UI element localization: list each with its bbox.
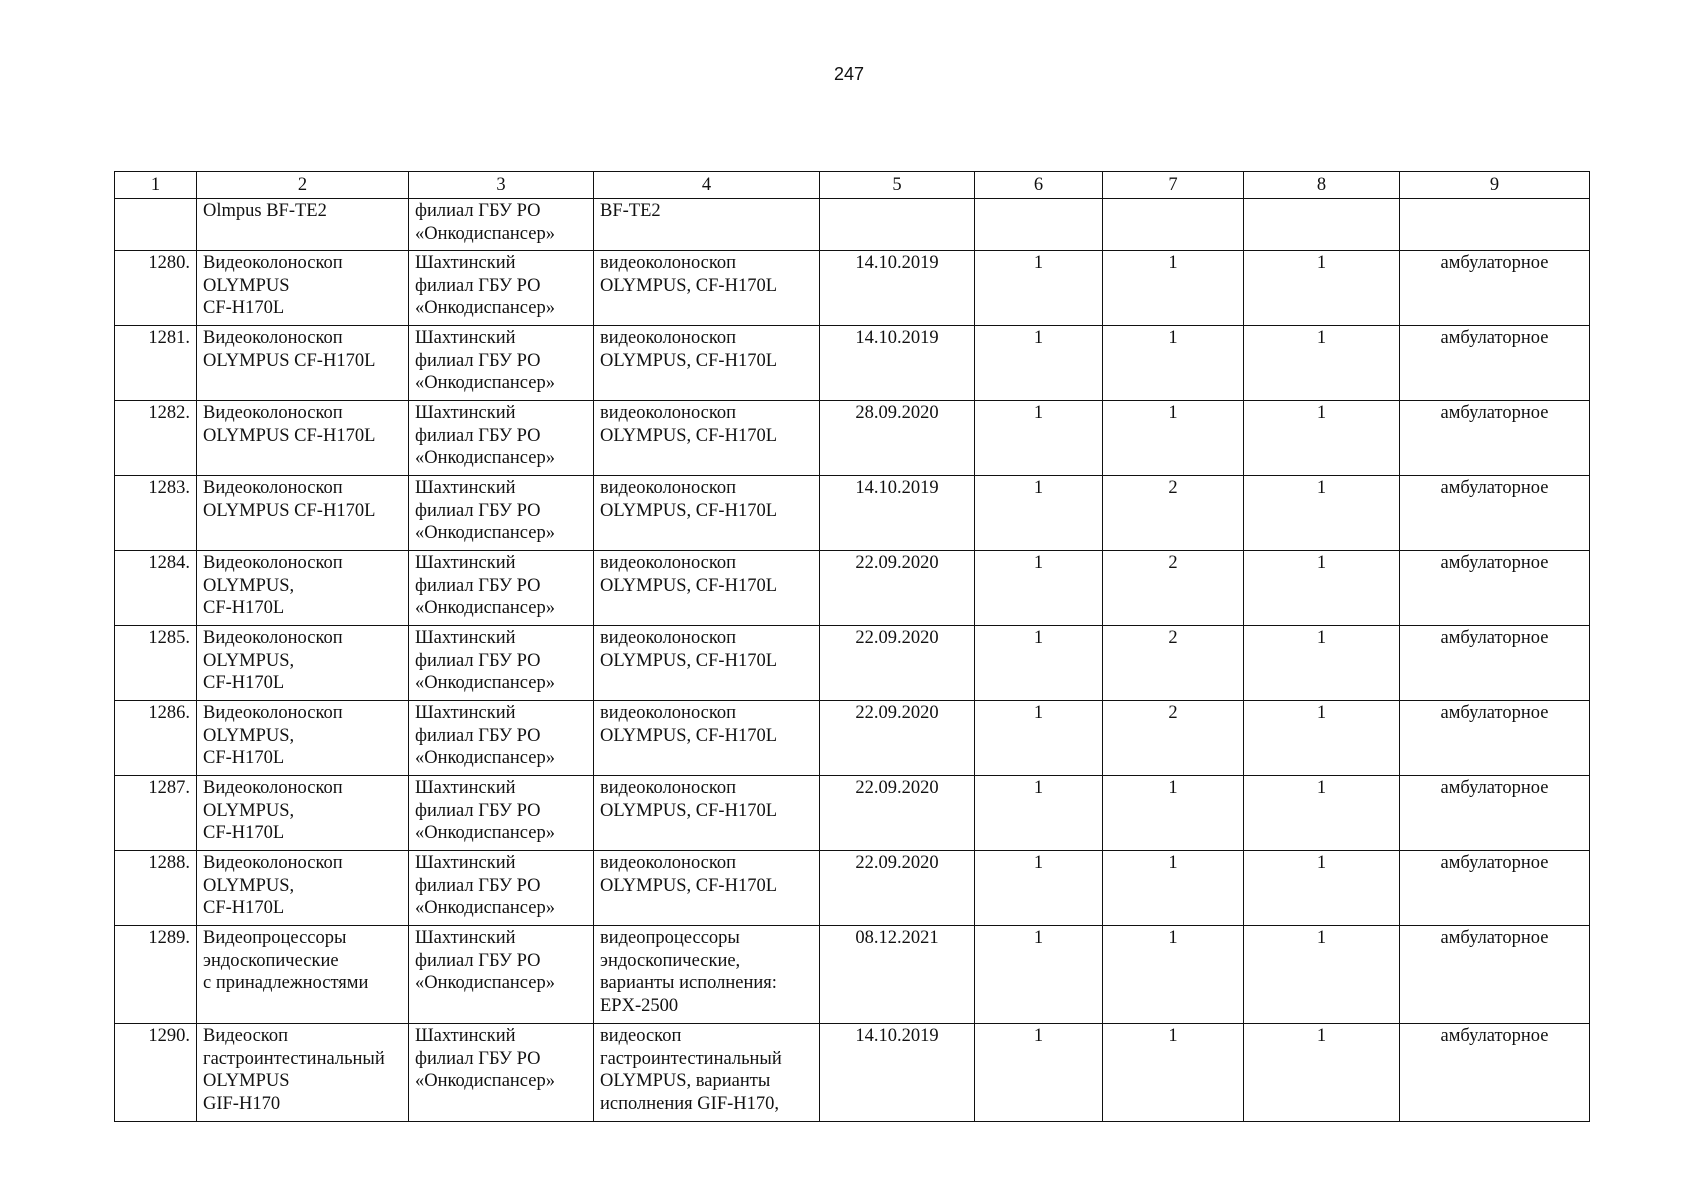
row-number-cell [115, 199, 197, 251]
col-6-value-cell [975, 401, 1103, 476]
col-6-value-cell [975, 251, 1103, 326]
organization: Шахтинский филиал ГБУ РО «Онкодиспансер» [415, 853, 555, 918]
organization-cell [409, 851, 594, 926]
column-header-3: 3 [409, 172, 594, 199]
col-7-value: 2 [1168, 703, 1178, 723]
col-7-value: 2 [1168, 553, 1178, 573]
col-8-value-cell [1244, 199, 1400, 251]
row-number-cell [115, 551, 197, 626]
column-header-7: 7 [1103, 172, 1244, 199]
col-7-value-cell [1103, 776, 1244, 851]
date-cell [820, 926, 975, 1024]
col-8-value-cell [1244, 701, 1400, 776]
col-6-value: 1 [1033, 1026, 1044, 1046]
row-number: 1285. [148, 628, 190, 648]
care-type: амбулаторное [1440, 628, 1549, 648]
equipment-name-cell [197, 251, 409, 326]
care-type: амбулаторное [1440, 853, 1549, 873]
col-6-value-cell [975, 1024, 1103, 1122]
col-7-value-cell [1103, 476, 1244, 551]
care-type-cell [1400, 251, 1590, 326]
date-cell [820, 476, 975, 551]
date: 14.10.2019 [855, 1026, 939, 1046]
row-number: 1286. [148, 703, 190, 723]
organization: Шахтинский филиал ГБУ РО «Онкодиспансер» [415, 403, 555, 468]
equipment-name: Видеоскоп гастроинтестинальный OLYMPUS GIF-H170 [203, 1026, 385, 1114]
care-type-cell [1400, 551, 1590, 626]
col-6-value: 1 [1033, 553, 1044, 573]
row-number-cell [115, 626, 197, 701]
table-row [115, 401, 1590, 476]
care-type-cell [1400, 626, 1590, 701]
date: 14.10.2019 [855, 478, 939, 498]
row-number-cell [115, 326, 197, 401]
col-7-value: 1 [1168, 928, 1178, 948]
col-6-value: 1 [1033, 253, 1044, 273]
registered-name: видеоколоноскоп OLYMPUS, CF-H170L [600, 553, 778, 596]
organization-cell [409, 401, 594, 476]
col-6-value: 1 [1033, 853, 1044, 873]
date: 14.10.2019 [855, 253, 939, 273]
care-type: амбулаторное [1440, 553, 1549, 573]
col-8-value: 1 [1316, 478, 1327, 498]
col-8-value: 1 [1316, 928, 1327, 948]
table-row [115, 251, 1590, 326]
care-type: амбулаторное [1440, 253, 1549, 273]
organization: Шахтинский филиал ГБУ РО «Онкодиспансер» [415, 628, 555, 693]
registered-name-cell [594, 776, 820, 851]
organization-cell [409, 701, 594, 776]
col-8-value: 1 [1316, 1026, 1327, 1046]
organization: Шахтинский филиал ГБУ РО «Онкодиспансер» [415, 253, 555, 318]
registered-name: видеоколоноскоп OLYMPUS, CF-H170L [600, 778, 778, 821]
registered-name-cell [594, 1024, 820, 1122]
row-number-cell [115, 701, 197, 776]
col-7-value: 1 [1168, 253, 1178, 273]
date-cell [820, 701, 975, 776]
col-6-value-cell [975, 926, 1103, 1024]
registered-name-cell [594, 476, 820, 551]
equipment-name-cell [197, 776, 409, 851]
equipment-name-cell [197, 926, 409, 1024]
organization: Шахтинский филиал ГБУ РО «Онкодиспансер» [415, 553, 555, 618]
col-8-value-cell [1244, 326, 1400, 401]
equipment-table [114, 171, 1590, 1122]
col-8-value-cell [1244, 401, 1400, 476]
registered-name: видеоколоноскоп OLYMPUS, CF-H170L [600, 328, 778, 371]
date-cell [820, 626, 975, 701]
col-6-value-cell [975, 476, 1103, 551]
date-cell [820, 851, 975, 926]
col-8-value-cell [1244, 926, 1400, 1024]
table-row [115, 476, 1590, 551]
col-7-value: 1 [1168, 778, 1178, 798]
col-7-value-cell [1103, 326, 1244, 401]
organization: Шахтинский филиал ГБУ РО «Онкодиспансер» [415, 928, 555, 993]
col-7-value: 2 [1168, 628, 1178, 648]
registered-name-cell [594, 326, 820, 401]
col-7-value-cell [1103, 251, 1244, 326]
col-6-value-cell [975, 199, 1103, 251]
col-7-value: 1 [1168, 853, 1178, 873]
registered-name-cell [594, 626, 820, 701]
col-7-value-cell [1103, 551, 1244, 626]
date: 22.09.2020 [855, 778, 939, 798]
registered-name: видеоскоп гастроинтестинальный OLYMPUS, варианты исполнения GIF-H170, [600, 1026, 782, 1114]
col-7-value-cell [1103, 199, 1244, 251]
date-cell [820, 551, 975, 626]
equipment-name: Видеоколоноскоп OLYMPUS, CF-H170L [203, 628, 343, 693]
col-6-value-cell [975, 701, 1103, 776]
date-cell [820, 199, 975, 251]
row-number-cell [115, 401, 197, 476]
care-type-cell [1400, 851, 1590, 926]
equipment-name-cell [197, 476, 409, 551]
row-number: 1280. [148, 253, 190, 273]
equipment-name-cell [197, 701, 409, 776]
col-8-value: 1 [1316, 703, 1327, 723]
col-7-value: 2 [1168, 478, 1178, 498]
date: 14.10.2019 [855, 328, 939, 348]
organization-cell [409, 1024, 594, 1122]
care-type-cell [1400, 476, 1590, 551]
date-cell [820, 251, 975, 326]
col-6-value: 1 [1033, 328, 1044, 348]
registered-name: видеоколоноскоп OLYMPUS, CF-H170L [600, 403, 778, 446]
organization: Шахтинский филиал ГБУ РО «Онкодиспансер» [415, 478, 555, 543]
care-type-cell [1400, 199, 1590, 251]
table-row [115, 851, 1590, 926]
col-7-value-cell [1103, 926, 1244, 1024]
column-header-9: 9 [1400, 172, 1590, 199]
equipment-name-cell [197, 199, 409, 251]
equipment-name: Видеоколоноскоп OLYMPUS CF-H170L [203, 403, 376, 446]
column-header-2: 2 [197, 172, 409, 199]
row-number: 1283. [148, 478, 190, 498]
table-row [115, 199, 1590, 251]
col-7-value-cell [1103, 626, 1244, 701]
col-7-value [1109, 199, 1237, 200]
header-row [115, 172, 1590, 199]
registered-name: BF-TE2 [600, 201, 661, 221]
date: 22.09.2020 [855, 703, 939, 723]
care-type [1406, 199, 1583, 200]
organization-cell [409, 251, 594, 326]
col-8-value-cell [1244, 626, 1400, 701]
organization: Шахтинский филиал ГБУ РО «Онкодиспансер» [415, 328, 555, 393]
table-body [115, 199, 1590, 1122]
organization-cell [409, 326, 594, 401]
organization: Шахтинский филиал ГБУ РО «Онкодиспансер» [415, 1026, 555, 1091]
col-8-value-cell [1244, 476, 1400, 551]
registered-name-cell [594, 401, 820, 476]
row-number: 1281. [148, 328, 190, 348]
organization-cell [409, 776, 594, 851]
registered-name: видеоколоноскоп OLYMPUS, CF-H170L [600, 628, 778, 671]
equipment-name-cell [197, 851, 409, 926]
organization: филиал ГБУ РО «Онкодиспансер» [415, 201, 555, 244]
row-number: 1282. [148, 403, 190, 423]
row-number-cell [115, 851, 197, 926]
equipment-name: Видеоколоноскоп OLYMPUS, CF-H170L [203, 853, 343, 918]
organization-cell [409, 626, 594, 701]
column-header-4: 4 [594, 172, 820, 199]
col-8-value: 1 [1316, 253, 1327, 273]
col-8-value-cell [1244, 851, 1400, 926]
column-header-8: 8 [1244, 172, 1400, 199]
care-type-cell [1400, 1024, 1590, 1122]
registered-name-cell [594, 199, 820, 251]
equipment-name-cell [197, 401, 409, 476]
organization-cell [409, 199, 594, 251]
col-8-value: 1 [1316, 628, 1327, 648]
care-type-cell [1400, 326, 1590, 401]
column-header-6: 6 [975, 172, 1103, 199]
organization-cell [409, 551, 594, 626]
col-6-value: 1 [1033, 628, 1044, 648]
col-8-value-cell [1244, 776, 1400, 851]
col-8-value: 1 [1316, 328, 1327, 348]
table-row [115, 551, 1590, 626]
date [826, 199, 968, 200]
care-type: амбулаторное [1440, 928, 1549, 948]
col-6-value: 1 [1033, 928, 1044, 948]
row-number-cell [115, 926, 197, 1024]
equipment-name: Olmpus BF-TE2 [203, 201, 327, 221]
col-7-value-cell [1103, 701, 1244, 776]
registered-name-cell [594, 851, 820, 926]
equipment-name: Видеоколоноскоп OLYMPUS, CF-H170L [203, 778, 343, 843]
col-7-value: 1 [1168, 403, 1178, 423]
registered-name: видеопроцессоры эндоскопические, варианты исполнения: EPX-2500 [600, 928, 777, 1016]
organization: Шахтинский филиал ГБУ РО «Онкодиспансер» [415, 778, 555, 843]
row-number: 1287. [148, 778, 190, 798]
table-row [115, 776, 1590, 851]
equipment-name: Видеоколоноскоп OLYMPUS CF-H170L [203, 328, 376, 371]
row-number: 1288. [148, 853, 190, 873]
date-cell [820, 1024, 975, 1122]
col-8-value: 1 [1316, 553, 1327, 573]
care-type: амбулаторное [1440, 478, 1549, 498]
col-6-value-cell [975, 326, 1103, 401]
col-8-value: 1 [1316, 403, 1327, 423]
row-number: 1284. [148, 553, 190, 573]
col-6-value-cell [975, 776, 1103, 851]
column-header-1: 1 [115, 172, 197, 199]
registered-name: видеоколоноскоп OLYMPUS, CF-H170L [600, 703, 778, 746]
registered-name-cell [594, 926, 820, 1024]
date-cell [820, 326, 975, 401]
organization: Шахтинский филиал ГБУ РО «Онкодиспансер» [415, 703, 555, 768]
col-8-value: 1 [1316, 778, 1327, 798]
col-8-value-cell [1244, 251, 1400, 326]
col-6-value-cell [975, 851, 1103, 926]
row-number-cell [115, 1024, 197, 1122]
equipment-name: Видеопроцессоры эндоскопические с принадлежностями [203, 928, 369, 993]
col-6-value: 1 [1033, 778, 1044, 798]
date: 22.09.2020 [855, 553, 939, 573]
care-type-cell [1400, 401, 1590, 476]
page-number: 247 [833, 64, 865, 84]
col-6-value: 1 [1033, 703, 1044, 723]
date: 28.09.2020 [855, 403, 939, 423]
organization-cell [409, 926, 594, 1024]
col-8-value [1250, 199, 1393, 200]
col-8-value-cell [1244, 1024, 1400, 1122]
care-type: амбулаторное [1440, 403, 1549, 423]
registered-name-cell [594, 701, 820, 776]
registered-name: видеоколоноскоп OLYMPUS, CF-H170L [600, 853, 778, 896]
equipment-name-cell [197, 326, 409, 401]
date-cell [820, 401, 975, 476]
equipment-name-cell [197, 626, 409, 701]
row-number: 1289. [148, 928, 190, 948]
care-type-cell [1400, 701, 1590, 776]
col-8-value: 1 [1316, 853, 1327, 873]
equipment-name: Видеоколоноскоп OLYMPUS CF-H170L [203, 253, 343, 318]
care-type: амбулаторное [1440, 328, 1549, 348]
registered-name-cell [594, 251, 820, 326]
table-row [115, 926, 1590, 1024]
col-6-value: 1 [1033, 403, 1044, 423]
equipment-name: Видеоколоноскоп OLYMPUS, CF-H170L [203, 703, 343, 768]
row-number [121, 199, 190, 200]
table-row [115, 701, 1590, 776]
care-type: амбулаторное [1440, 778, 1549, 798]
col-6-value-cell [975, 551, 1103, 626]
organization-cell [409, 476, 594, 551]
row-number-cell [115, 251, 197, 326]
column-header-5: 5 [820, 172, 975, 199]
col-7-value-cell [1103, 851, 1244, 926]
date-cell [820, 776, 975, 851]
col-7-value: 1 [1168, 1026, 1178, 1046]
row-number-cell [115, 776, 197, 851]
table-row [115, 626, 1590, 701]
registered-name: видеоколоноскоп OLYMPUS, CF-H170L [600, 478, 778, 521]
care-type-cell [1400, 776, 1590, 851]
date: 08.12.2021 [855, 928, 939, 948]
equipment-name: Видеоколоноскоп OLYMPUS CF-H170L [203, 478, 376, 521]
care-type-cell [1400, 926, 1590, 1024]
col-7-value-cell [1103, 401, 1244, 476]
row-number-cell [115, 476, 197, 551]
registered-name: видеоколоноскоп OLYMPUS, CF-H170L [600, 253, 778, 296]
col-6-value [981, 199, 1096, 200]
date: 22.09.2020 [855, 628, 939, 648]
registered-name-cell [594, 551, 820, 626]
equipment-name: Видеоколоноскоп OLYMPUS, CF-H170L [203, 553, 343, 618]
care-type: амбулаторное [1440, 1026, 1549, 1046]
col-7-value: 1 [1168, 328, 1178, 348]
row-number: 1290. [148, 1026, 190, 1046]
care-type: амбулаторное [1440, 703, 1549, 723]
equipment-name-cell [197, 1024, 409, 1122]
col-7-value-cell [1103, 1024, 1244, 1122]
date: 22.09.2020 [855, 853, 939, 873]
table-row [115, 1024, 1590, 1122]
col-8-value-cell [1244, 551, 1400, 626]
col-6-value: 1 [1033, 478, 1044, 498]
col-6-value-cell [975, 626, 1103, 701]
equipment-name-cell [197, 551, 409, 626]
table-row [115, 326, 1590, 401]
